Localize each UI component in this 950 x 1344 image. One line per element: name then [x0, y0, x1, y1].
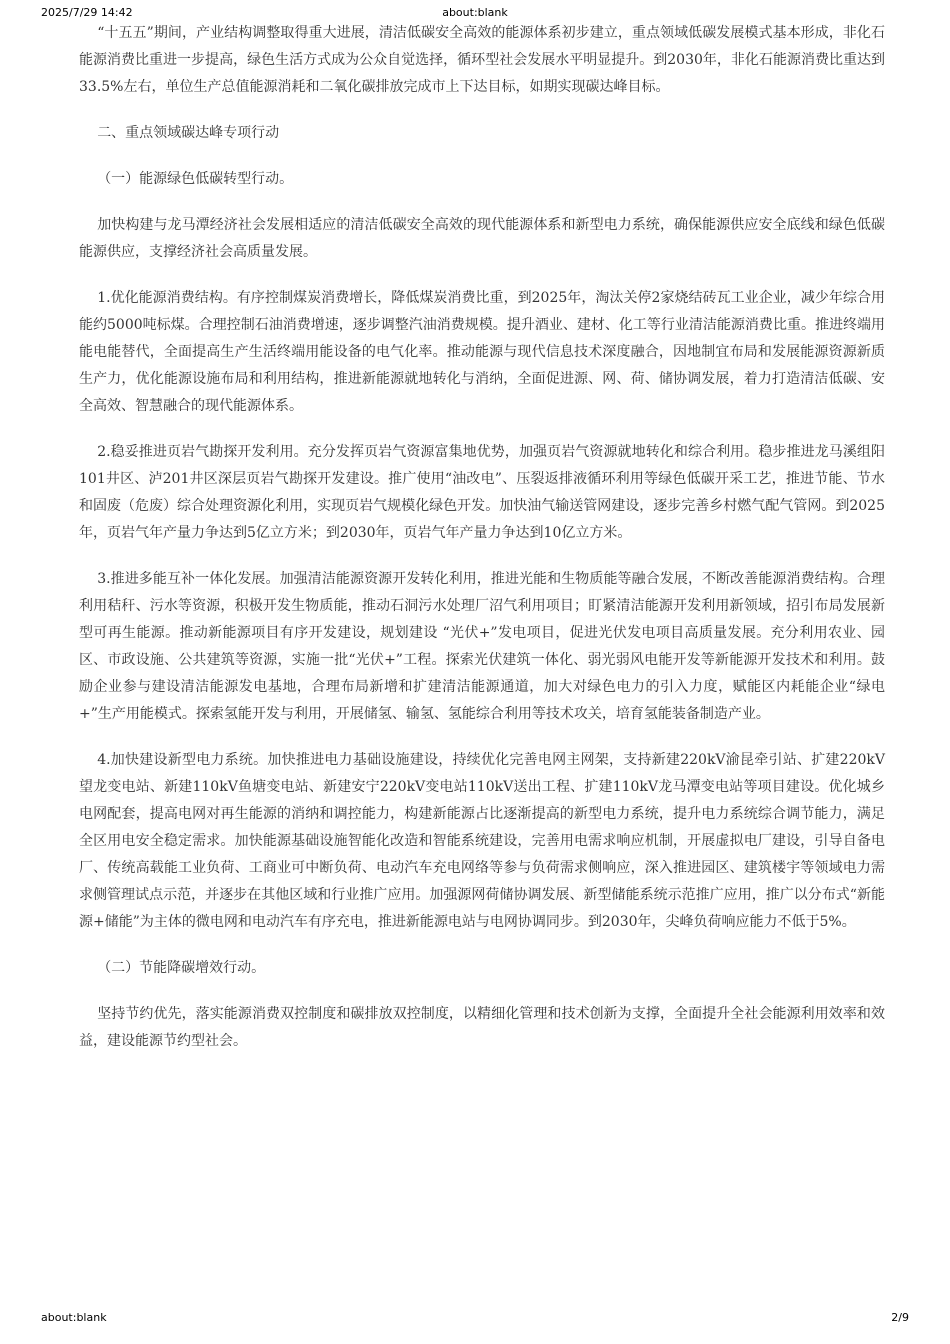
- paragraph-intro: “十五五”期间，产业结构调整取得重大进展，清洁低碳安全高效的能源体系初步建立，重点领域低碳发展模式基本形成，非化石能源消费比重进一步提高，绿色生活方式成为公众自觉选择，循环型社会发展水平明显提升。到2030年，非化石能源消费比重达到33.5%左右，单位生产总值能源消耗和二氧化碳排放完成市上下达目标，如期实现碳达峰目标。: [79, 25, 885, 95]
- paragraph-item-4: 4.加快建设新型电力系统。加快推进电力基础设施建设，持续优化完善电网主网架，支持新建220kV渝昆牵引站、扩建220kV望龙变电站、新建110kV鱼塘变电站、新建安宁220kV变电站110kV送出工程、扩建110kV龙马潭变电站等项目建设。优化城乡电网配套，提高电网对再生能源的消纳和调控能力，构建新能源占比逐渐提高的新型电力系统，提升电力系统综合调节能力，满足全区用电安全稳定需求。加快能源基础设施智能化改造和智能系统建设，完善用电需求响应机制，开展虚拟电厂建设，引导自备电厂、传统高载能工业负荷、工商业可中断负荷、电动汽车充电网络等参与负荷需求侧响应，深入推进园区、建筑楼宇等领域电力需求侧管理试点示范，并逐步在其他区域和行业推广应用。加强源网荷储协调发展、新型储能系统示范推广应用，推广以分布式“新能源+储能”为主体的微电网和电动汽车有序充电，推进新能源电站与电网协调同步。到2030年，尖峰负荷响应能力不低于5%。: [79, 752, 885, 930]
- paragraph: 加快构建与龙马潭经济社会发展相适应的清洁低碳安全高效的现代能源体系和新型电力系统，确保能源供应安全底线和绿色低碳能源供应，支撑经济社会高质量发展。: [79, 217, 885, 260]
- paragraph-item-1: 1.优化能源消费结构。有序控制煤炭消费增长，降低煤炭消费比重，到2025年，淘汰关停2家烧结砖瓦工业企业，减少年综合用能约5000吨标煤。合理控制石油消费增速，逐步调整汽油消费规模。提升酒业、建材、化工等行业清洁能源消费比重。推进终端用能电能替代，全面提高生产生活终端用能设备的电气化率。推动能源与现代信息技术深度融合，因地制宜布局和发展能源资源新质生产力，优化能源设施布局和利用结构，推进新能源就地转化与消纳，全面促进源、网、荷、储协调发展，着力打造清洁低碳、安全高效、智慧融合的现代能源体系。: [79, 290, 885, 414]
- print-footer-url: about:blank: [41, 1311, 107, 1324]
- subsection-heading-1: （一）能源绿色低碳转型行动。: [97, 171, 294, 187]
- paragraph-item-3: 3.推进多能互补一体化发展。加强清洁能源资源开发转化利用，推进光能和生物质能等融合发展，不断改善能源消费结构。合理利用秸秆、污水等资源，积极开发生物质能，推动石洞污水处理厂沼气利用项目；盯紧清洁能源开发利用新领域，招引布局发展新型可再生能源。推动新能源项目有序开发建设，规划建设 “光伏+”发电项目，促进光伏发电项目高质量发展。充分利用农业、园区、市政设施、公共建筑等资源，实施一批“光伏+”工程。探索光伏建筑一体化、弱光弱风电能开发等新能源开发技术和利用。鼓励企业参与建设清洁能源发电基地，合理布局新增和扩建清洁能源通道，加大对绿色电力的引入力度，赋能区内耗能企业“绿电+”生产用能模式。探索氢能开发与利用，开展储氢、输氢、氢能综合利用等技术攻关，培育氢能装备制造产业。: [79, 571, 885, 722]
- section-heading: 二、重点领域碳达峰专项行动: [97, 125, 280, 141]
- document-body: [79, 20, 885, 1074]
- paragraph: 坚持节约优先，落实能源消费双控制度和碳排放双控制度，以精细化管理和技术创新为支撑，全面提升全社会能源利用效率和效益，建设能源节约型社会。: [79, 1006, 885, 1049]
- print-footer-page: 2/9: [891, 1311, 909, 1324]
- paragraph-item-2: 2.稳妥推进页岩气勘探开发利用。充分发挥页岩气资源富集地优势，加强页岩气资源就地转化和综合利用。稳步推进龙马溪组阳101井区、泸201井区深层页岩气勘探开发建设。推广使用“油改电”、压裂返排液循环利用等绿色低碳开采工艺，推进节能、节水和固废（危废）综合处理资源化利用，实现页岩气规模化绿色开发。加快油气输送管网建设，逐步完善乡村燃气配气管网。到2025年，页岩气年产量力争达到5亿立方米；到2030年，页岩气年产量力争达到10亿立方米。: [79, 444, 885, 541]
- subsection-heading-2: （二）节能降碳增效行动。: [97, 960, 266, 976]
- print-header-url: about:blank: [442, 6, 508, 19]
- print-header-datetime: 2025/7/29 14:42: [41, 6, 133, 19]
